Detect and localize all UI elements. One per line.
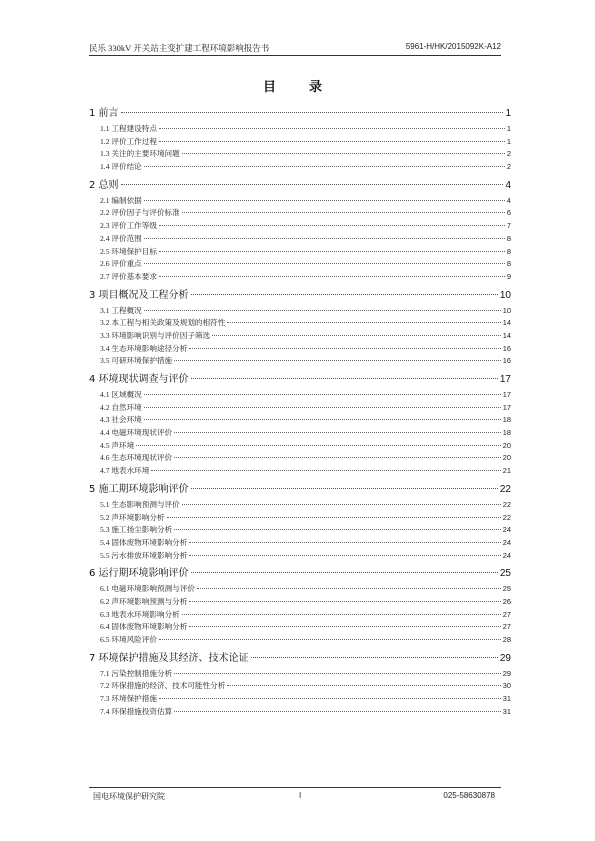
- toc-chapter[interactable]: [89, 370, 511, 389]
- toc-section-page: 22: [502, 512, 511, 522]
- dot-leader: [251, 657, 498, 658]
- toc-chapter[interactable]: [89, 176, 511, 195]
- dot-leader: [167, 517, 501, 518]
- toc-section[interactable]: [89, 161, 511, 174]
- toc-chapter[interactable]: [89, 480, 511, 499]
- dot-leader: [159, 128, 505, 129]
- dot-leader: [182, 153, 505, 154]
- dot-leader: [191, 294, 498, 295]
- dot-leader: [151, 470, 500, 471]
- toc-section-page: 6: [506, 208, 511, 218]
- toc-chapter-page: 29: [499, 652, 511, 664]
- toc-section-label: 7.4 环保措施投资估算: [100, 706, 173, 716]
- toc-section-page: 8: [506, 233, 511, 243]
- toc-section-label: 6.5 环境风险评价: [100, 635, 157, 644]
- toc-section-page: 7: [506, 221, 511, 231]
- toc-section-page: 20: [502, 440, 511, 450]
- toc-section[interactable]: [89, 596, 511, 609]
- dot-leader: [174, 432, 501, 433]
- toc-section-label: 3.4 生态环境影响途径分析: [100, 343, 188, 353]
- toc-section-label: 5.4 固体废物环境影响分析: [100, 537, 188, 547]
- dot-leader: [144, 166, 505, 167]
- toc-section[interactable]: [89, 414, 511, 427]
- toc-section-label: 1.4 评价结论: [100, 162, 142, 172]
- toc-section-page: 8: [506, 259, 511, 269]
- toc-section-label: 3.5 可研环境保护措施: [100, 356, 173, 366]
- toc-section[interactable]: [89, 148, 511, 161]
- table-of-contents: [89, 102, 511, 718]
- toc-section-page: 2: [506, 162, 511, 172]
- toc-section-page: 1: [506, 136, 511, 146]
- toc-section[interactable]: [89, 330, 511, 343]
- page-header: [89, 40, 501, 56]
- toc-section[interactable]: [89, 680, 511, 693]
- toc-chapter-label: 7 环境保护措施及其经济、技术论证: [89, 652, 249, 664]
- toc-section-page: 9: [506, 271, 511, 281]
- dot-leader: [189, 555, 500, 556]
- dot-leader: [144, 263, 505, 264]
- toc-chapter[interactable]: [89, 564, 511, 583]
- toc-section-label: 6.1 电磁环境影响预测与评价: [100, 584, 195, 594]
- toc-section[interactable]: [89, 123, 511, 136]
- toc-section-page: 17: [502, 402, 511, 412]
- toc-title: 目 录: [262, 80, 332, 95]
- dot-leader: [191, 378, 498, 379]
- header-report-title: 民乐 330kV 开关站主变扩建工程环境影响报告书: [89, 43, 270, 53]
- toc-section[interactable]: [89, 668, 511, 681]
- toc-section[interactable]: [89, 537, 511, 550]
- toc-section-label: 2.5 环境保护目标: [100, 246, 157, 256]
- toc-section-label: 4.1 区域概况: [100, 390, 142, 399]
- toc-section-label: 4.3 社会环境: [100, 415, 142, 425]
- toc-section-label: 5.3 施工扬尘影响分析: [100, 525, 173, 535]
- toc-section[interactable]: [89, 583, 511, 596]
- toc-section-page: 2: [506, 149, 511, 159]
- dot-leader: [144, 394, 501, 395]
- dot-leader: [182, 614, 501, 615]
- toc-section[interactable]: [89, 355, 511, 368]
- toc-chapter[interactable]: [89, 104, 511, 123]
- toc-section-page: 16: [502, 343, 511, 353]
- toc-section-label: 6.3 地表水环境影响分析: [100, 609, 180, 619]
- toc-section-page: 18: [502, 415, 511, 425]
- toc-section-label: 6.4 固体废物环境影响分析: [100, 622, 188, 632]
- toc-chapter-label: 2 总则: [89, 179, 119, 191]
- dot-leader: [174, 673, 501, 674]
- toc-section-page: 22: [502, 499, 511, 509]
- toc-section[interactable]: [89, 207, 511, 220]
- toc-section[interactable]: [89, 427, 511, 440]
- dot-leader: [182, 504, 501, 505]
- dot-leader: [191, 488, 498, 489]
- toc-section-page: 24: [502, 525, 511, 535]
- toc-section-label: 2.7 评价基本要求: [100, 271, 157, 281]
- toc-section-label: 7.3 环境保护措施: [100, 694, 157, 704]
- toc-section[interactable]: [89, 693, 511, 706]
- toc-section-page: 17: [502, 390, 511, 399]
- dot-leader: [159, 225, 505, 226]
- toc-section[interactable]: [89, 233, 511, 246]
- toc-section-label: 7.2 环保措施的经济、技术可能性分析: [100, 681, 226, 691]
- toc-section-label: 2.6 评价重点: [100, 259, 142, 269]
- toc-section-label: 3.2 本工程与相关政策及规划的相符性: [100, 318, 226, 328]
- toc-section-label: 5.5 污水排放环境影响分析: [100, 550, 188, 560]
- footer-organization: 国电环境保护研究院: [93, 792, 165, 801]
- dot-leader: [159, 251, 505, 252]
- toc-chapter-label: 5 施工期环境影响评价: [89, 483, 189, 495]
- toc-section[interactable]: [89, 440, 511, 453]
- toc-section-page: 18: [502, 428, 511, 438]
- toc-chapter-label: 1 前言: [89, 108, 119, 119]
- toc-section-label: 1.2 评价工作过程: [100, 136, 157, 146]
- toc-section-label: 6.2 声环境影响预测与分析: [100, 596, 188, 606]
- toc-section-page: 24: [502, 550, 511, 560]
- dot-leader: [227, 685, 500, 686]
- toc-section-page: 8: [506, 246, 511, 256]
- toc-section[interactable]: [89, 706, 511, 719]
- toc-section[interactable]: [89, 136, 511, 149]
- toc-section-page: 31: [502, 706, 511, 716]
- toc-section[interactable]: [89, 258, 511, 271]
- toc-chapter-page: 17: [499, 374, 511, 385]
- toc-section-label: 4.7 地表水环境: [100, 466, 150, 476]
- toc-section[interactable]: [89, 621, 511, 634]
- toc-section-page: 10: [502, 305, 511, 315]
- toc-section-label: 1.1 工程建设特点: [100, 124, 157, 133]
- toc-section-label: 4.5 声环境: [100, 440, 135, 450]
- dot-leader: [174, 711, 501, 712]
- toc-chapter-page: 10: [499, 289, 511, 301]
- dot-leader: [159, 639, 501, 640]
- page-footer: [89, 787, 501, 802]
- dot-leader: [144, 419, 501, 420]
- toc-section[interactable]: [89, 524, 511, 537]
- toc-chapter-page: 25: [499, 568, 511, 580]
- toc-section[interactable]: [89, 246, 511, 259]
- toc-section[interactable]: [89, 305, 511, 318]
- footer-page-number: I: [299, 791, 302, 800]
- dot-leader: [144, 310, 501, 311]
- toc-section-page: 26: [502, 596, 511, 606]
- header-document-number: 5961-H/HK/2015092K-A12: [405, 42, 501, 51]
- toc-section-label: 5.2 声环境影响分析: [100, 512, 165, 522]
- toc-section-page: 14: [502, 318, 511, 328]
- dot-leader: [189, 348, 500, 349]
- dot-leader: [144, 200, 505, 201]
- dot-leader: [227, 322, 500, 323]
- toc-section[interactable]: [89, 609, 511, 622]
- toc-section-label: 5.1 生态影响预测与评价: [100, 499, 180, 509]
- toc-section[interactable]: [89, 195, 511, 208]
- toc-section[interactable]: [89, 465, 511, 478]
- toc-section-page: 1: [506, 124, 511, 133]
- toc-section-label: 3.3 环境影响识别与评价因子筛选: [100, 330, 211, 340]
- toc-chapter-page: 4: [505, 179, 511, 191]
- toc-section[interactable]: [89, 317, 511, 330]
- toc-section-label: 4.4 电磁环境现状评价: [100, 428, 173, 438]
- toc-section-page: 14: [502, 330, 511, 340]
- toc-section-page: 27: [502, 609, 511, 619]
- toc-section[interactable]: [89, 499, 511, 512]
- toc-section-label: 4.6 生态环境现状评价: [100, 453, 173, 463]
- toc-section-label: 7.1 污染控制措施分析: [100, 668, 173, 678]
- toc-section[interactable]: [89, 402, 511, 415]
- toc-section[interactable]: [89, 452, 511, 465]
- dot-leader: [197, 588, 501, 589]
- dot-leader: [121, 184, 504, 185]
- toc-section-label: 2.4 评价范围: [100, 233, 142, 243]
- dot-leader: [144, 407, 501, 408]
- toc-section-page: 16: [502, 356, 511, 366]
- dot-leader: [144, 238, 505, 239]
- dot-leader: [191, 572, 498, 573]
- toc-section-page: 27: [502, 622, 511, 632]
- toc-section-label: 1.3 关注的主要环境问题: [100, 149, 180, 159]
- dot-leader: [189, 542, 500, 543]
- dot-leader: [174, 360, 501, 361]
- dot-leader: [174, 529, 501, 530]
- toc-section-page: 30: [502, 681, 511, 691]
- toc-section-page: 25: [502, 584, 511, 594]
- dot-leader: [189, 626, 500, 627]
- dot-leader: [136, 445, 501, 446]
- toc-chapter-label: 3 项目概况及工程分析: [89, 289, 189, 301]
- toc-section-page: 24: [502, 537, 511, 547]
- toc-section-page: 4: [506, 195, 511, 205]
- dot-leader: [182, 212, 505, 213]
- toc-section-label: 3.1 工程概况: [100, 305, 142, 315]
- toc-section-page: 31: [502, 694, 511, 704]
- dot-leader: [212, 335, 501, 336]
- toc-section-label: 2.1 编制依据: [100, 195, 142, 205]
- toc-section[interactable]: [89, 634, 511, 647]
- toc-section-page: 29: [502, 668, 511, 678]
- toc-chapter-page: 22: [499, 483, 511, 495]
- toc-section-page: 20: [502, 453, 511, 463]
- toc-section[interactable]: [89, 220, 511, 233]
- footer-phone: 025-58630878: [443, 791, 495, 800]
- dot-leader: [174, 457, 501, 458]
- dot-leader: [159, 141, 505, 142]
- toc-section[interactable]: [89, 389, 511, 402]
- toc-section[interactable]: [89, 343, 511, 356]
- dot-leader: [159, 698, 501, 699]
- toc-chapter-label: 6 运行期环境影响评价: [89, 568, 189, 580]
- dot-leader: [189, 601, 500, 602]
- toc-section-label: 2.3 评价工作等级: [100, 221, 157, 231]
- toc-chapter[interactable]: [89, 649, 511, 668]
- toc-section[interactable]: [89, 550, 511, 563]
- toc-section-label: 2.2 评价因子与评价标准: [100, 208, 180, 218]
- toc-section-page: 28: [502, 635, 511, 644]
- toc-chapter-page: 1: [505, 108, 511, 119]
- toc-section-page: 21: [502, 466, 511, 476]
- toc-section[interactable]: [89, 512, 511, 525]
- toc-section-label: 4.2 自然环境: [100, 402, 142, 412]
- dot-leader: [159, 276, 505, 277]
- toc-chapter[interactable]: [89, 286, 511, 305]
- toc-chapter-label: 4 环境现状调查与评价: [89, 374, 189, 385]
- toc-section[interactable]: [89, 271, 511, 284]
- dot-leader: [121, 112, 504, 113]
